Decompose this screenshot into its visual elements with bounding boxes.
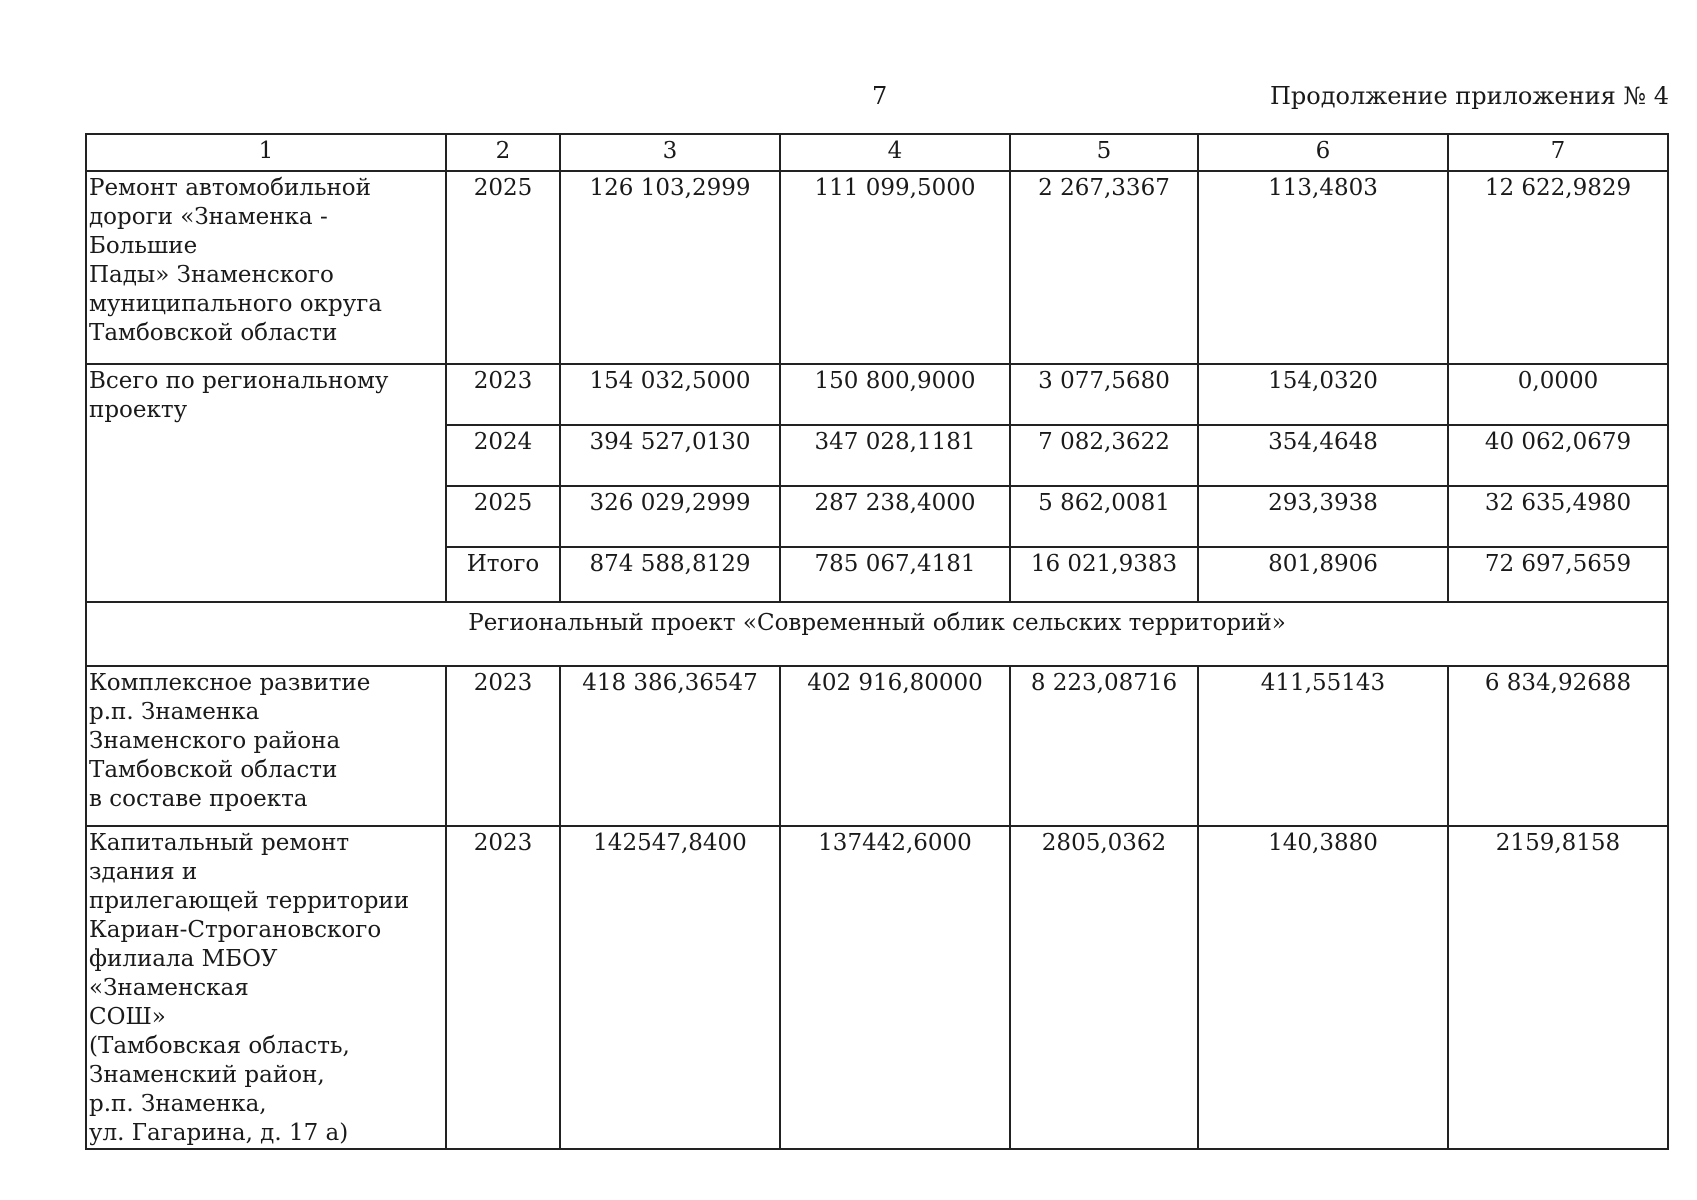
financing-table [85, 133, 1669, 1150]
value-cell: 418 386,36547 [560, 666, 780, 826]
year-cell: Итого [446, 547, 560, 602]
value-cell: 326 029,2999 [560, 486, 780, 547]
value-cell: 154,0320 [1198, 364, 1448, 425]
year-cell: 2025 [446, 171, 560, 364]
column-header: 1 [86, 134, 446, 171]
row-name: Комплексное развитие р.п. Знаменка Знаменского района Тамбовской области в составе проекта [89, 670, 371, 812]
value-cell: 142547,8400 [560, 826, 780, 1149]
value-cell: 347 028,1181 [780, 425, 1010, 486]
column-header: 6 [1198, 134, 1448, 171]
value-cell: 32 635,4980 [1448, 486, 1668, 547]
value-cell: 72 697,5659 [1448, 547, 1668, 602]
column-header: 4 [780, 134, 1010, 171]
column-header: 3 [560, 134, 780, 171]
value-cell: 12 622,9829 [1448, 171, 1668, 364]
row-name: Капитальный ремонт здания и прилегающей территории Кариан-Строгановского филиала МБОУ «Знаменская СОШ» (Тамбовская область, Знаменский район, р.п. Знаменка, ул. Гагарина, д. 17 а) [89, 830, 410, 1146]
value-cell: 411,55143 [1198, 666, 1448, 826]
value-cell: 6 834,92688 [1448, 666, 1668, 826]
value-cell: 0,0000 [1448, 364, 1668, 425]
row-name-cell [86, 826, 446, 1149]
value-cell: 287 238,4000 [780, 486, 1010, 547]
row-name-cell [86, 171, 446, 364]
table-row [86, 364, 1668, 425]
table-header-row [86, 134, 1668, 171]
value-cell: 2805,0362 [1010, 826, 1198, 1149]
appendix-label: Продолжение приложения № 4 [1269, 82, 1669, 110]
value-cell: 111 099,5000 [780, 171, 1010, 364]
value-cell: 293,3938 [1198, 486, 1448, 547]
section-row [86, 602, 1668, 666]
year-cell: 2025 [446, 486, 560, 547]
value-cell: 8 223,08716 [1010, 666, 1198, 826]
value-cell: 40 062,0679 [1448, 425, 1668, 486]
value-cell: 2 267,3367 [1010, 171, 1198, 364]
value-cell: 16 021,9383 [1010, 547, 1198, 602]
value-cell: 354,4648 [1198, 425, 1448, 486]
table-row [86, 171, 1668, 364]
value-cell: 126 103,2999 [560, 171, 780, 364]
value-cell: 402 916,80000 [780, 666, 1010, 826]
page-number: 7 [872, 82, 888, 110]
value-cell: 150 800,9000 [780, 364, 1010, 425]
year-cell: 2023 [446, 666, 560, 826]
value-cell: 874 588,8129 [560, 547, 780, 602]
value-cell: 785 067,4181 [780, 547, 1010, 602]
year-cell: 2024 [446, 425, 560, 486]
column-header: 7 [1448, 134, 1668, 171]
value-cell: 7 082,3622 [1010, 425, 1198, 486]
value-cell: 5 862,0081 [1010, 486, 1198, 547]
value-cell: 113,4803 [1198, 171, 1448, 364]
row-name-cell [86, 666, 446, 826]
table-row [86, 826, 1668, 1149]
year-cell: 2023 [446, 364, 560, 425]
row-name: Всего по региональному проекту [89, 368, 389, 423]
row-name-cell [86, 364, 446, 602]
row-name: Ремонт автомобильной дороги «Знаменка - Большие Пады» Знаменского муниципального округа Тамбовской области [89, 175, 383, 346]
value-cell: 801,8906 [1198, 547, 1448, 602]
column-header: 2 [446, 134, 560, 171]
value-cell: 3 077,5680 [1010, 364, 1198, 425]
year-cell: 2023 [446, 826, 560, 1149]
value-cell: 140,3880 [1198, 826, 1448, 1149]
value-cell: 137442,6000 [780, 826, 1010, 1149]
table-row [86, 666, 1668, 826]
value-cell: 154 032,5000 [560, 364, 780, 425]
column-header: 5 [1010, 134, 1198, 171]
value-cell: 394 527,0130 [560, 425, 780, 486]
section-title: Региональный проект «Современный облик сельских территорий» [86, 602, 1668, 666]
value-cell: 2159,8158 [1448, 826, 1668, 1149]
